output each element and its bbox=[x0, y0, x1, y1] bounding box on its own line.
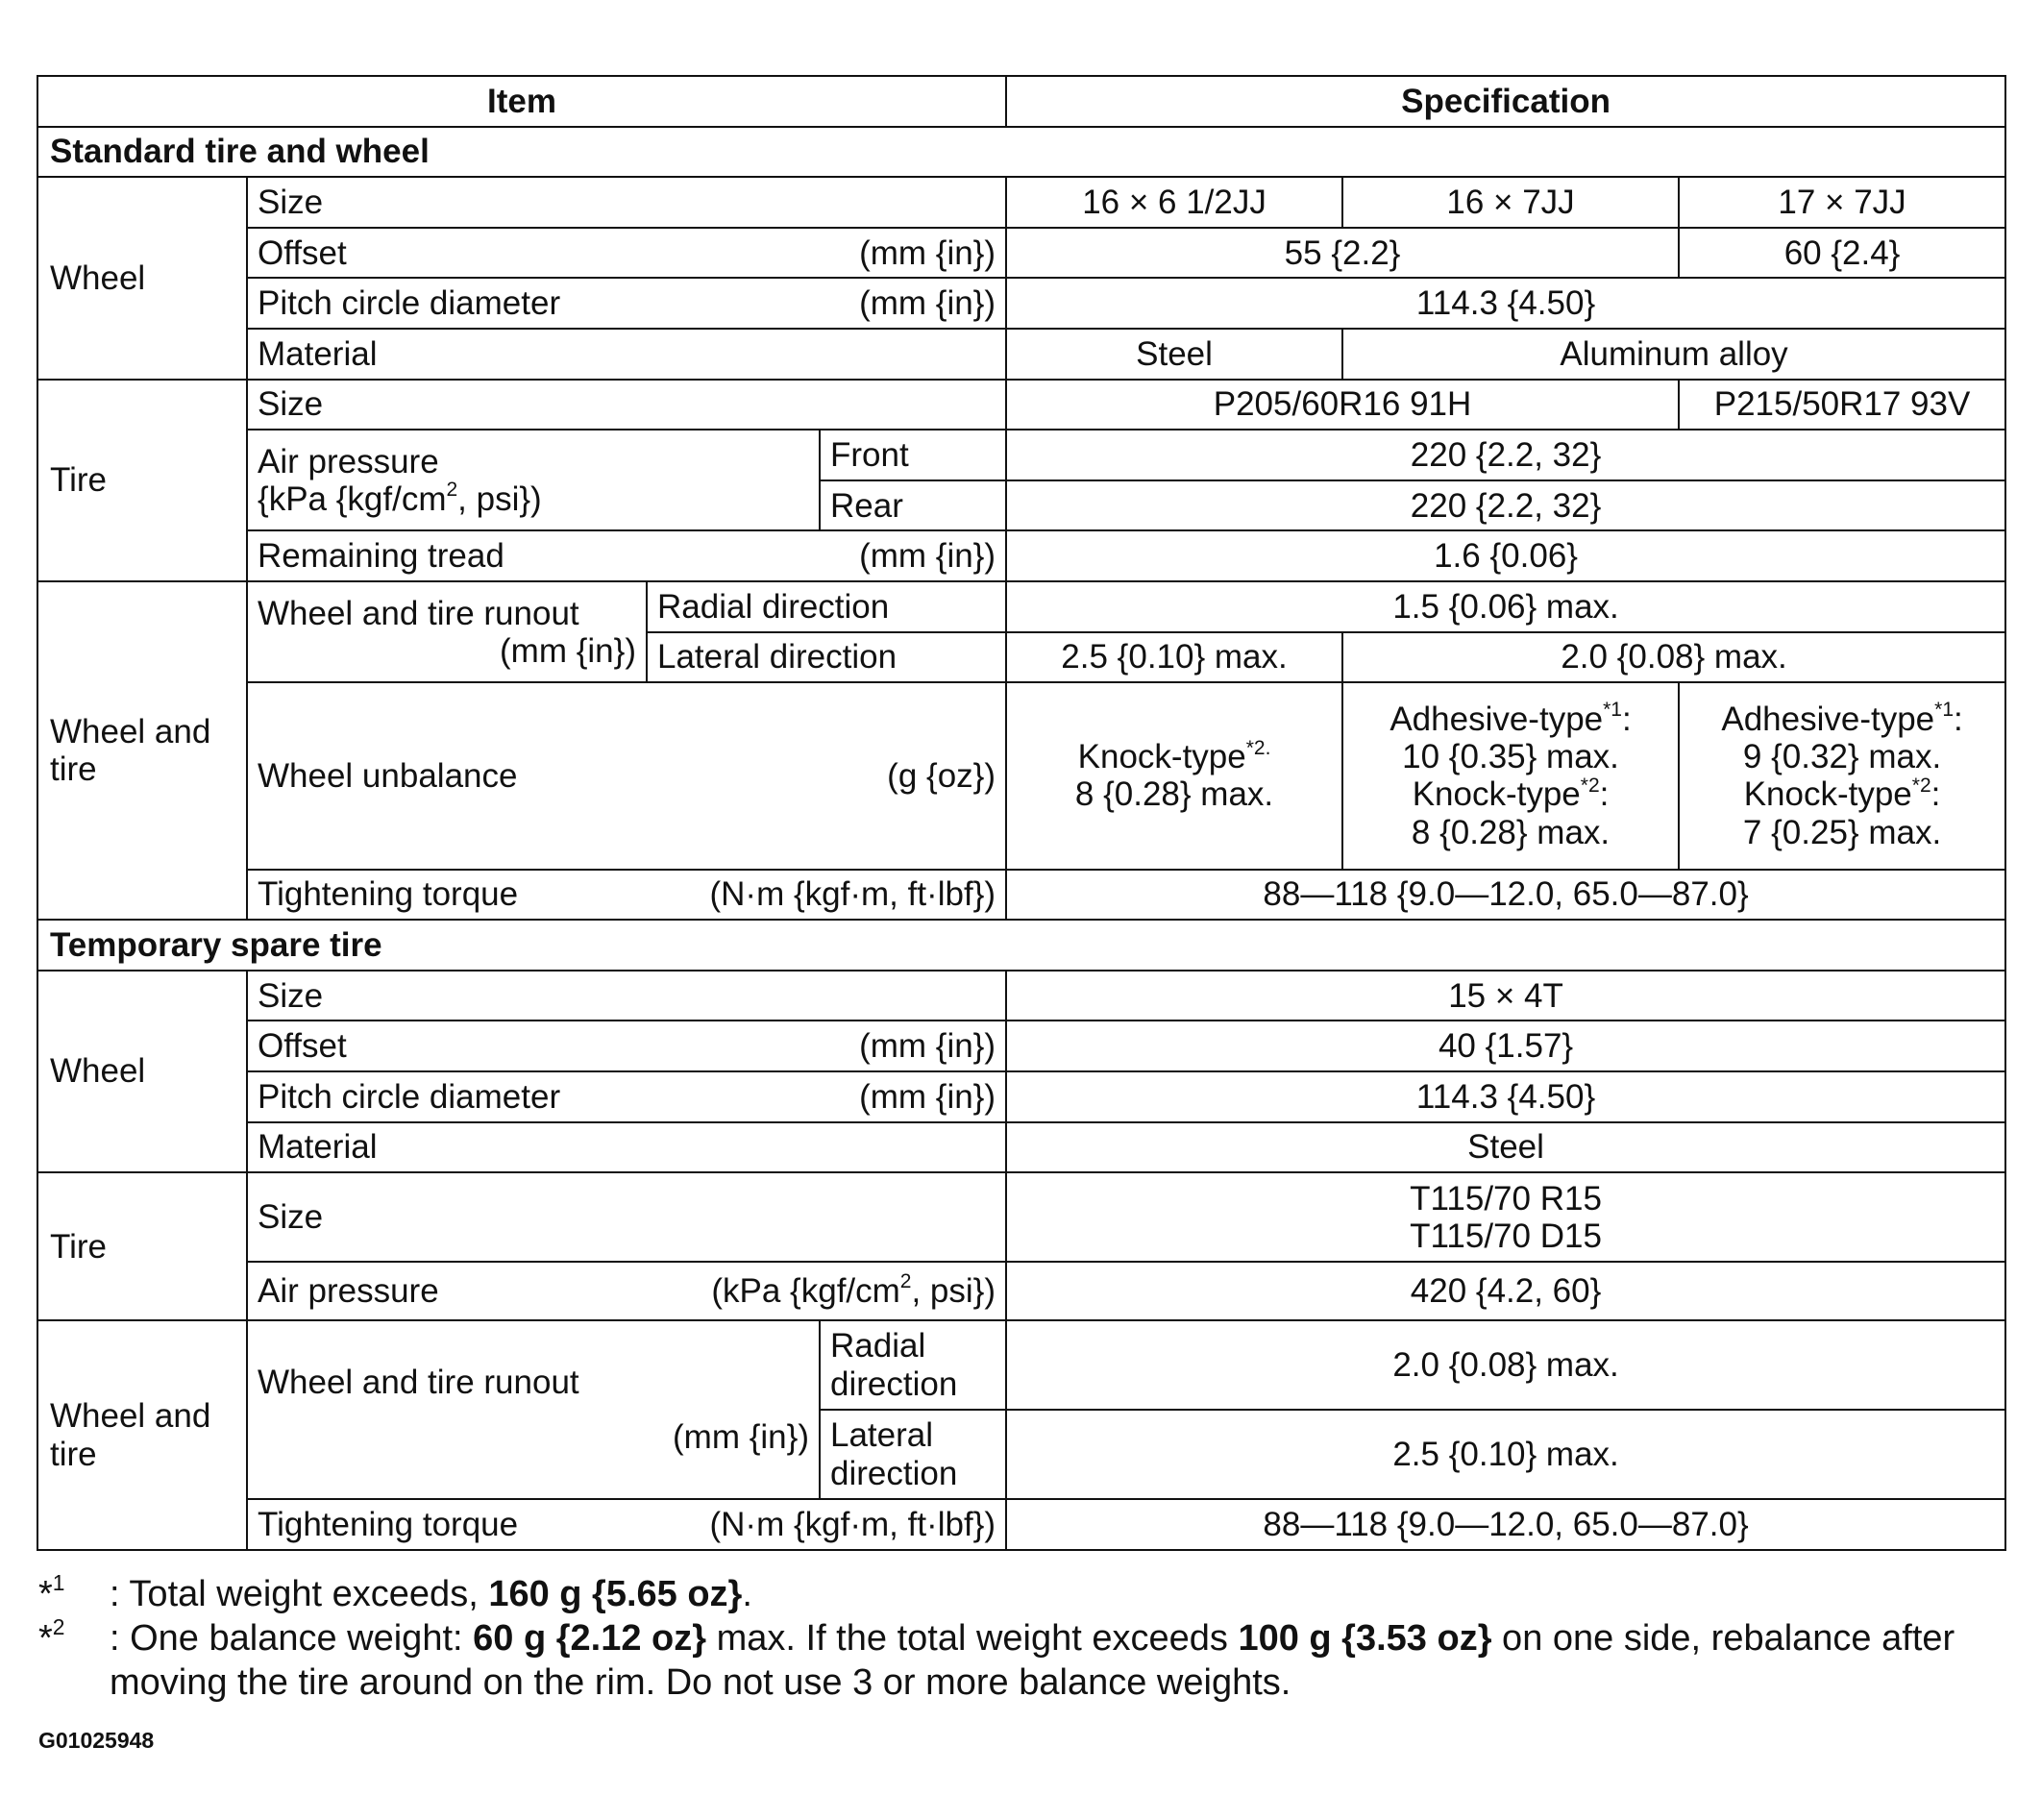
row-label-cell bbox=[247, 530, 1006, 581]
group-label-wheel: Wheel bbox=[37, 177, 247, 379]
unit-label: (N·m {kgf·m, ft·lbf}) bbox=[709, 875, 996, 914]
row-label: Tightening torque bbox=[258, 1505, 519, 1543]
sub-label: Lateral direction bbox=[647, 632, 1006, 683]
table-row bbox=[37, 1499, 2005, 1550]
unit-label: (mm {in}) bbox=[859, 1027, 996, 1066]
row-label-cell bbox=[247, 1499, 1006, 1550]
value-cell: 60 {2.4} bbox=[1679, 228, 2005, 279]
row-label-cell bbox=[247, 278, 1006, 329]
group-label-wheel: Wheel bbox=[37, 971, 247, 1172]
unit-label: (mm {in}) bbox=[859, 234, 996, 272]
row-label: Material bbox=[247, 1122, 1006, 1173]
value-cell: 40 {1.57} bbox=[1006, 1021, 2005, 1071]
row-label: Offset bbox=[258, 1027, 347, 1066]
table-row bbox=[37, 380, 2005, 430]
row-label-cell bbox=[247, 1320, 820, 1499]
table-row bbox=[37, 971, 2005, 1021]
row-label: Wheel and tire runout bbox=[258, 594, 579, 632]
value-cell: 55 {2.2} bbox=[1006, 228, 1679, 279]
value-cell: 16 × 7JJ bbox=[1342, 177, 1679, 228]
specification-table bbox=[37, 75, 2006, 1551]
section-title-standard: Standard tire and wheel bbox=[37, 127, 2005, 178]
row-label-cell bbox=[247, 228, 1006, 279]
row-label: Air pressure bbox=[258, 1272, 439, 1311]
table-row bbox=[37, 430, 2005, 480]
value-cell: P215/50R17 93V bbox=[1679, 380, 2005, 430]
table-row bbox=[37, 581, 2005, 632]
footnote-2 bbox=[38, 1616, 2008, 1705]
row-label-cell bbox=[247, 870, 1006, 921]
group-label-wheel-and-tire: Wheel and tire bbox=[37, 1320, 247, 1550]
table-row bbox=[37, 1071, 2005, 1122]
unit-label: (g {oz}) bbox=[887, 756, 996, 795]
value-cell: Adhesive-type$^{*1}$: 9 {0.32} max. Knock-type$^{*2}$: 7 {0.25} max. bbox=[1679, 682, 2005, 869]
footnotes bbox=[38, 1572, 2008, 1705]
value-cell: 88—118 {9.0—12.0, 65.0—87.0} bbox=[1006, 1499, 2005, 1550]
unit-label: (kPa {$kgf/cm^2$, psi}) bbox=[711, 1270, 996, 1311]
section-row-spare bbox=[37, 920, 2005, 971]
section-title-spare: Temporary spare tire bbox=[37, 920, 2005, 971]
value-cell: 16 × 6 1/2JJ bbox=[1006, 177, 1342, 228]
row-label-cell bbox=[247, 682, 1006, 869]
row-label: Pitch circle diameter bbox=[258, 284, 561, 323]
row-label-cell bbox=[247, 1021, 1006, 1071]
value-cell: 420 {4.2, 60} bbox=[1006, 1262, 2005, 1320]
row-label: Pitch circle diameter bbox=[258, 1077, 561, 1116]
table-row bbox=[37, 278, 2005, 329]
table-row bbox=[37, 228, 2005, 279]
table-row bbox=[37, 177, 2005, 228]
value-cell: Steel bbox=[1006, 1122, 2005, 1173]
table-row bbox=[37, 1320, 2005, 1410]
row-label: Size bbox=[247, 380, 1006, 430]
table-row bbox=[37, 682, 2005, 869]
table-row bbox=[37, 1262, 2005, 1320]
value-cell: 15 × 4T bbox=[1006, 971, 2005, 1021]
footnote-text: : One balance weight: 60 g {2.12 oz} max. If the total weight exceeds 100 g {3.53 oz} on one side, rebalance after moving the tire around on the rim. Do not use 3 or more balance weights. bbox=[110, 1618, 1955, 1703]
row-label: Size bbox=[247, 971, 1006, 1021]
value-cell: 2.5 {0.10} max. bbox=[1006, 1410, 2005, 1499]
value-cell: 2.0 {0.08} max. bbox=[1342, 632, 2005, 683]
header-specification: Specification bbox=[1006, 76, 2005, 127]
row-label: Offset bbox=[258, 234, 347, 272]
table-row bbox=[37, 1172, 2005, 1262]
value-cell: Aluminum alloy bbox=[1342, 329, 2005, 380]
group-label-wheel-and-tire: Wheel and tire bbox=[37, 581, 247, 920]
sub-label: Radial direction bbox=[820, 1320, 1006, 1410]
footnote-1 bbox=[38, 1572, 2008, 1616]
sub-label: Lateral direction bbox=[820, 1410, 1006, 1499]
value-cell: 114.3 {4.50} bbox=[1006, 1071, 2005, 1122]
table-row bbox=[37, 1122, 2005, 1173]
row-label-cell bbox=[247, 1071, 1006, 1122]
value-cell: 1.6 {0.06} bbox=[1006, 530, 2005, 581]
value-cell: Knock-type$^{*2.}$ 8 {0.28} max. bbox=[1006, 682, 1342, 869]
sub-label: Radial direction bbox=[647, 581, 1006, 632]
unit-label: (mm {in}) bbox=[673, 1418, 809, 1457]
sub-label: Front bbox=[820, 430, 1006, 480]
table-header-row bbox=[37, 76, 2005, 127]
row-label: Size bbox=[247, 1172, 1006, 1262]
row-label-cell bbox=[247, 1262, 1006, 1320]
footnote-mark: *$^2$ bbox=[38, 1614, 65, 1659]
value-cell: 2.5 {0.10} max. bbox=[1006, 632, 1342, 683]
section-row-standard bbox=[37, 127, 2005, 178]
group-label-tire: Tire bbox=[37, 1172, 247, 1320]
header-item: Item bbox=[37, 76, 1006, 127]
value-cell: 88—118 {9.0—12.0, 65.0—87.0} bbox=[1006, 870, 2005, 921]
unit-label: (mm {in}) bbox=[859, 1077, 996, 1116]
row-label-cell bbox=[247, 430, 820, 530]
table-row bbox=[37, 329, 2005, 380]
row-label: Tightening torque bbox=[258, 875, 519, 914]
row-label: Wheel unbalance bbox=[258, 756, 518, 795]
value-cell: P205/60R16 91H bbox=[1006, 380, 1679, 430]
unit-label: {kPa {$kgf/cm^2$, psi}) bbox=[258, 479, 542, 518]
unit-label: (mm {in}) bbox=[859, 284, 996, 323]
value-cell: Adhesive-type$^{*1}$: 10 {0.35} max. Knock-type$^{*2}$: 8 {0.28} max. bbox=[1342, 682, 1679, 869]
value-cell: 220 {2.2, 32} bbox=[1006, 480, 2005, 531]
row-label: Wheel and tire runout bbox=[258, 1363, 579, 1401]
value-cell: 2.0 {0.08} max. bbox=[1006, 1320, 2005, 1410]
row-label: Air pressure bbox=[258, 442, 439, 480]
table-row bbox=[37, 870, 2005, 921]
table-row bbox=[37, 530, 2005, 581]
footnote-text: : Total weight exceeds, 160 g {5.65 oz}. bbox=[110, 1574, 752, 1614]
value-cell: 114.3 {4.50} bbox=[1006, 278, 2005, 329]
table-row bbox=[37, 1021, 2005, 1071]
group-label-tire: Tire bbox=[37, 380, 247, 581]
row-label-cell bbox=[247, 581, 647, 682]
value-cell: Steel bbox=[1006, 329, 1342, 380]
unit-label: (mm {in}) bbox=[500, 631, 636, 670]
value-cell: T115/70 R15 T115/70 D15 bbox=[1006, 1172, 2005, 1262]
figure-code: G01025948 bbox=[38, 1728, 155, 1753]
footnote-mark: *$^1$ bbox=[38, 1570, 65, 1614]
unit-label: (N·m {kgf·m, ft·lbf}) bbox=[709, 1505, 996, 1543]
unit-label: (mm {in}) bbox=[859, 537, 996, 576]
row-label: Remaining tread bbox=[258, 537, 504, 576]
row-label: Material bbox=[247, 329, 1006, 380]
row-label: Size bbox=[247, 177, 1006, 228]
value-cell: 1.5 {0.06} max. bbox=[1006, 581, 2005, 632]
sub-label: Rear bbox=[820, 480, 1006, 531]
value-cell: 220 {2.2, 32} bbox=[1006, 430, 2005, 480]
value-cell: 17 × 7JJ bbox=[1679, 177, 2005, 228]
